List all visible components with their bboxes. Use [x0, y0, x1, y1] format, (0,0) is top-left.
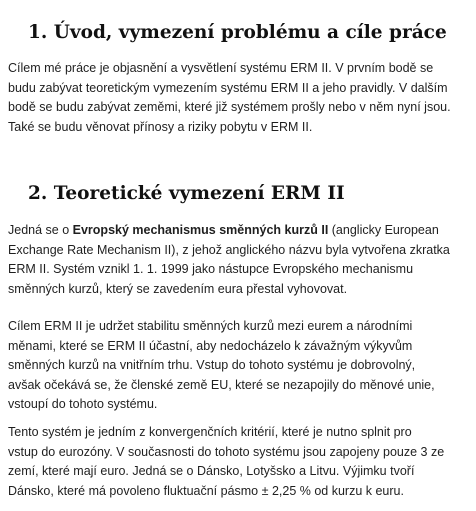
text-line: ERM II. Systém vznikl 1. 1. 1999 jako nástupce Evropského mechanismu — [8, 262, 414, 277]
text-line: vstup do eurozóny. V současnosti do tohoto systému jsou zapojeny pouze 3 ze — [8, 444, 445, 459]
text-line: avšak očekává se, že členské země EU, které se nezapojily do měnové unie, — [8, 377, 435, 392]
text-line: zemí, které mají euro. Jedná se o Dánsko, Lotyšsko a Litvu. Výjimku tvoří — [8, 464, 415, 479]
text-line: Cílem mé práce je objasnění a vysvětlení systému ERM II. V prvním bodě se — [8, 61, 434, 75]
section-2-heading: 2. Teoretické vymezení ERM II — [28, 183, 345, 204]
text-line: vstoupí do tohoto systému. — [8, 397, 158, 412]
text-line: směnných kurzů, který se zavedením eura přestal vyhovovat. — [8, 281, 348, 296]
text-line: bodě se budu zabývat zeměmi, které již systémem prošly nebo v něm nyní jsou. — [8, 100, 451, 115]
text-line: směnných kurzů na vnitřním trhu. Vstup do tohoto systému je dobrovolný, — [8, 358, 416, 373]
text-line: Dánsko, které má povoleno fluktuační pásmo ± 2,25 % od kurzu k euru. — [8, 483, 404, 498]
text-line: Tento systém je jedním z konvergenčních kritérií, které je nutno splnit pro — [8, 425, 412, 439]
bold-term: Evropský mechanismus směnných kurzů II — [72, 223, 329, 237]
text-line: měnami, které se ERM II účastní, aby nedocházelo k závažným výkyvům — [8, 338, 413, 353]
section-2-paragraph-3 — [8, 423, 470, 501]
text-line — [8, 221, 470, 241]
section-2-paragraph-1 — [8, 221, 470, 299]
section-1-paragraph — [8, 59, 470, 137]
section-1-heading: 1. Úvod, vymezení problému a cíle práce — [28, 22, 447, 43]
text-line: Exchange Rate Mechanism II), z jehož anglického názvu byla vytvořena zkratka — [8, 242, 450, 257]
text-line: budu zabývat teoretickým vymezením systému ERM II a jeho pravidly. V dalším — [8, 80, 448, 95]
section-2-paragraph-2 — [8, 317, 470, 415]
text-line: Také se budu věnovat přínosy a riziky pobytu v ERM II. — [8, 119, 313, 134]
text-fragment: (anglicky European — [328, 223, 439, 237]
text-line: Cílem ERM II je udržet stabilitu směnných kurzů mezi eurem a národními — [8, 319, 413, 333]
text-fragment: Jedná se o — [8, 223, 73, 237]
